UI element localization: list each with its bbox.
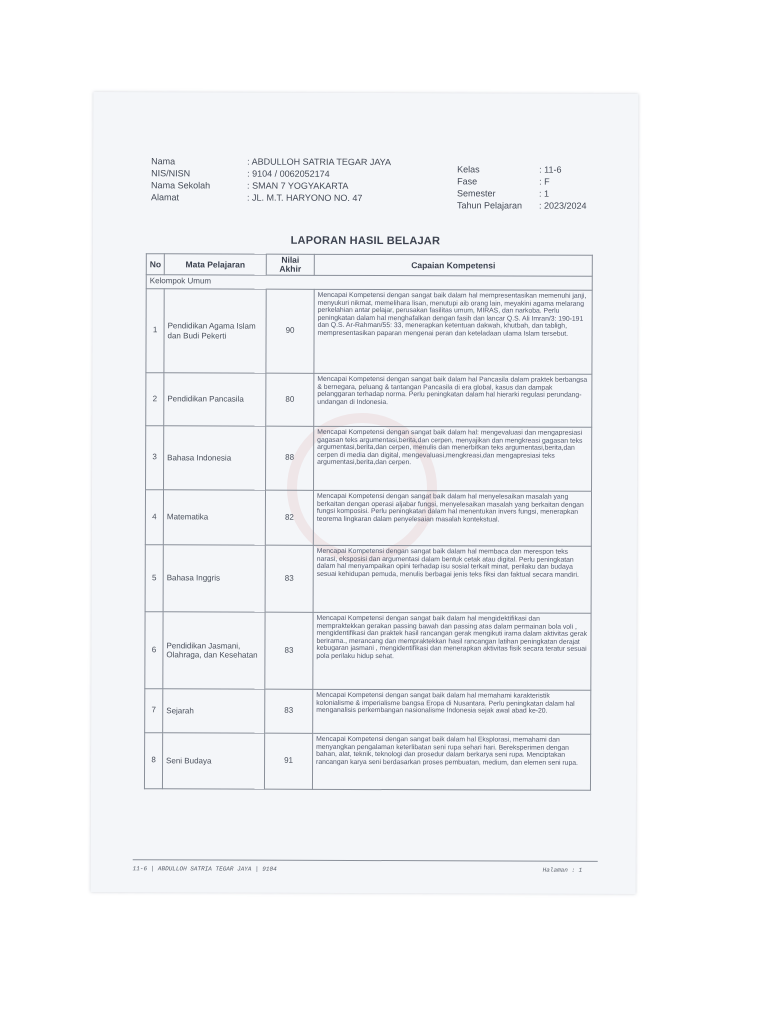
- table-row: [145, 545, 591, 614]
- report-page: [91, 92, 639, 894]
- semester-value: : 1: [539, 188, 550, 199]
- row-no: 5: [145, 545, 163, 612]
- row-subject: Bahasa Inggris: [163, 545, 265, 612]
- table-row: [146, 426, 592, 492]
- student-name: : ABDULLOH SATRIA TEGAR JAYA: [247, 156, 392, 168]
- row-score: 83: [265, 612, 313, 689]
- row-subject: Seni Budaya: [162, 733, 264, 789]
- row-subject: Bahasa Indonesia: [164, 426, 266, 490]
- header-score: Nilai Akhir: [266, 254, 314, 275]
- row-score: 80: [266, 373, 314, 426]
- row-score: 82: [265, 490, 313, 545]
- row-no: 2: [146, 373, 164, 426]
- row-no: 1: [146, 289, 164, 373]
- row-achievement: Mencapai Kompetensi dengan sangat baik dalam hal mengidektifikasi dan mempraktekkan gerakan passing bawah dan passing atas dalam permainan bola voli , mengidentifikasi dan praktek hasil rancangan gerak mengikuti irama dalam aktivitas gerak berirama., merancang dan mempraktekkan hasil rancangan latihan peningkatan derajat kebugaran jasmani , mengidentifikasi dan menerapkan aktivitas fisik secara teratur sesuai pola perilaku hidup sehat.: [313, 612, 591, 690]
- student-nis: : 9104 / 0062052174: [247, 168, 330, 179]
- group-row: [146, 275, 592, 291]
- report-title: LAPORAN HASIL BELAJAR: [290, 234, 441, 248]
- header-subject: Mata Pelajaran: [164, 254, 266, 275]
- table-row: [144, 733, 590, 791]
- row-no: 7: [145, 689, 163, 733]
- row-achievement: Mencapai Kompetensi dengan sangat baik dalam hal memahami karakteristik kolonialisme & imperialisme bangsa Eropa di Nusantara. Perlu peningkatan dalam hal menganalisis perkembangan nasionalisme Indonesia sejak awal abad ke-20.: [313, 689, 591, 734]
- table-row: [146, 289, 592, 375]
- row-achievement: Mencapai Kompetensi dengan sangat baik dalam hal menyelesaikan masalah yang berkaitan dengan operasi aljabar fungsi, menyelesaikan masalah yang berkaitan dengan fungsi komposisi. Perlu peningkatan dalam hal menentukan invers fungsi, menerapkan teorema lingkaran dalam penyelesaian masalah kontekstual.: [313, 490, 591, 546]
- class-value: : 11-6: [539, 164, 562, 175]
- row-score: 91: [264, 733, 312, 789]
- row-no: 6: [145, 612, 163, 689]
- row-score: 88: [266, 426, 314, 490]
- row-score: 83: [265, 545, 313, 612]
- results-table: [144, 253, 593, 791]
- school-name: : SMAN 7 YOGYAKARTA: [247, 180, 349, 191]
- table-row: [145, 612, 591, 691]
- label-year: Tahun Pelajaran: [456, 200, 523, 211]
- row-score: 90: [266, 289, 314, 373]
- row-achievement: Mencapai Kompetensi dengan sangat baik dalam hal: mengevaluasi dan mengapresiasi gagasan teks argumentasi,berita,dan cerpen, menyajikan dan mengkreasi gagasan teks argumentasi,berita,dan cerpen, menulis dan menerbitkan teks argumentasi,berita,dan cerpen di media dan digital, mengevaluasi,mengkreasi,dan mengapresiasi teks argumentasi,berita,dan cerpen.: [314, 426, 592, 491]
- row-subject: Matematika: [163, 490, 265, 545]
- row-achievement: Mencapai Kompetensi dengan sangat baik dalam hal Pancasila dalam praktek berbangsa & bernegara, peluang & tantangan Pancasila di era global, kasus dan dampak pelanggaran terhadap norma. Perlu peningkatan dalam hal hierarki regulasi perundang-undangan di Indonesia.: [314, 373, 592, 427]
- header-achievement: Capaian Kompetensi: [314, 254, 592, 276]
- label-class: Kelas: [457, 164, 480, 175]
- row-subject: Pendidikan Pancasila: [164, 373, 266, 426]
- class-info: [457, 163, 587, 211]
- row-no: 4: [145, 490, 163, 545]
- row-achievement: Mencapai Kompetensi dengan sangat baik dalam hal membaca dan merespon teks narasi, eksposisi dan argumentasi dalam bentuk cetak atau digital. Perlu peningkatan dalam hal menyampaikan opini terhadap isu sosial terkait minat, perilaku dan budaya sesuai kehidupan pemuda, menulis berbagai jenis teks fiksi dan faktual secara mandiri.: [313, 545, 591, 613]
- student-info: [151, 155, 427, 204]
- row-score: 83: [265, 689, 313, 733]
- row-subject: Pendidikan Agama Islam dan Budi Pekerti: [164, 289, 266, 373]
- header-no: No: [146, 254, 164, 275]
- label-address: Alamat: [151, 192, 180, 203]
- row-achievement: Mencapai Kompetensi dengan sangat baik dalam hal mempresentasikan memenuhi janji, menyukuri nikmat, memelihara lisan, menutupi aib orang lain, meyakini agama melarang perkelahian antar pelajar, perusakan fasilitas umum, MIRAS, dan narkoba. Perlu peningkatan dalam hal menghafalkan dengan fasih dan lancar Q.S. Ali Imran/3: 190-191 dan Q.S. Ar-Rahman/55: 33, menerapkan ketentuan dakwah, khutbah, dan tabligh, mempresentasikan paparan mengenai peran dan keteladaan ulama Islam tersebut.: [314, 289, 592, 374]
- label-school: Nama Sekolah: [151, 180, 211, 191]
- label-phase: Fase: [457, 176, 478, 187]
- footer-page-number: Halaman : 1: [542, 866, 583, 874]
- row-achievement: Mencapai Kompetensi dengan sangat baik dalam hal Eksplorasi, memahami dan menyangkan pengalaman keterlibatan seni rupa sehari hari. Bereksperimen dengan bahan, alat, teknik, teknologi dan prosedur dalam berkarya seni rupa. Menciptakan rancangan karya seni berdasarkan proses pembuatan, medium, dan elemen seni rupa.: [312, 733, 590, 790]
- row-subject: Pendidikan Jasmani, Olahraga, dan Kesehatan: [163, 612, 265, 689]
- row-no: 8: [144, 733, 162, 789]
- label-name: Nama: [151, 156, 176, 167]
- row-subject: Sejarah: [163, 689, 265, 733]
- table-header-row: [146, 254, 592, 277]
- row-no: 3: [146, 426, 164, 490]
- label-nis: NIS/NISN: [151, 168, 191, 179]
- school-address: : JL. M.T. HARYONO NO. 47: [247, 192, 363, 203]
- footer-divider: [133, 859, 598, 862]
- table-row: [145, 490, 591, 547]
- table-row: [145, 689, 591, 735]
- group-label: Kelompok Umum: [146, 275, 592, 291]
- year-value: : 2023/2024: [538, 200, 587, 211]
- table-row: [146, 373, 592, 428]
- footer-student-info: 11-6 | ABDULLOH SATRIA TEGAR JAYA | 9104: [132, 865, 277, 873]
- phase-value: : F: [539, 176, 550, 187]
- label-semester: Semester: [457, 188, 496, 199]
